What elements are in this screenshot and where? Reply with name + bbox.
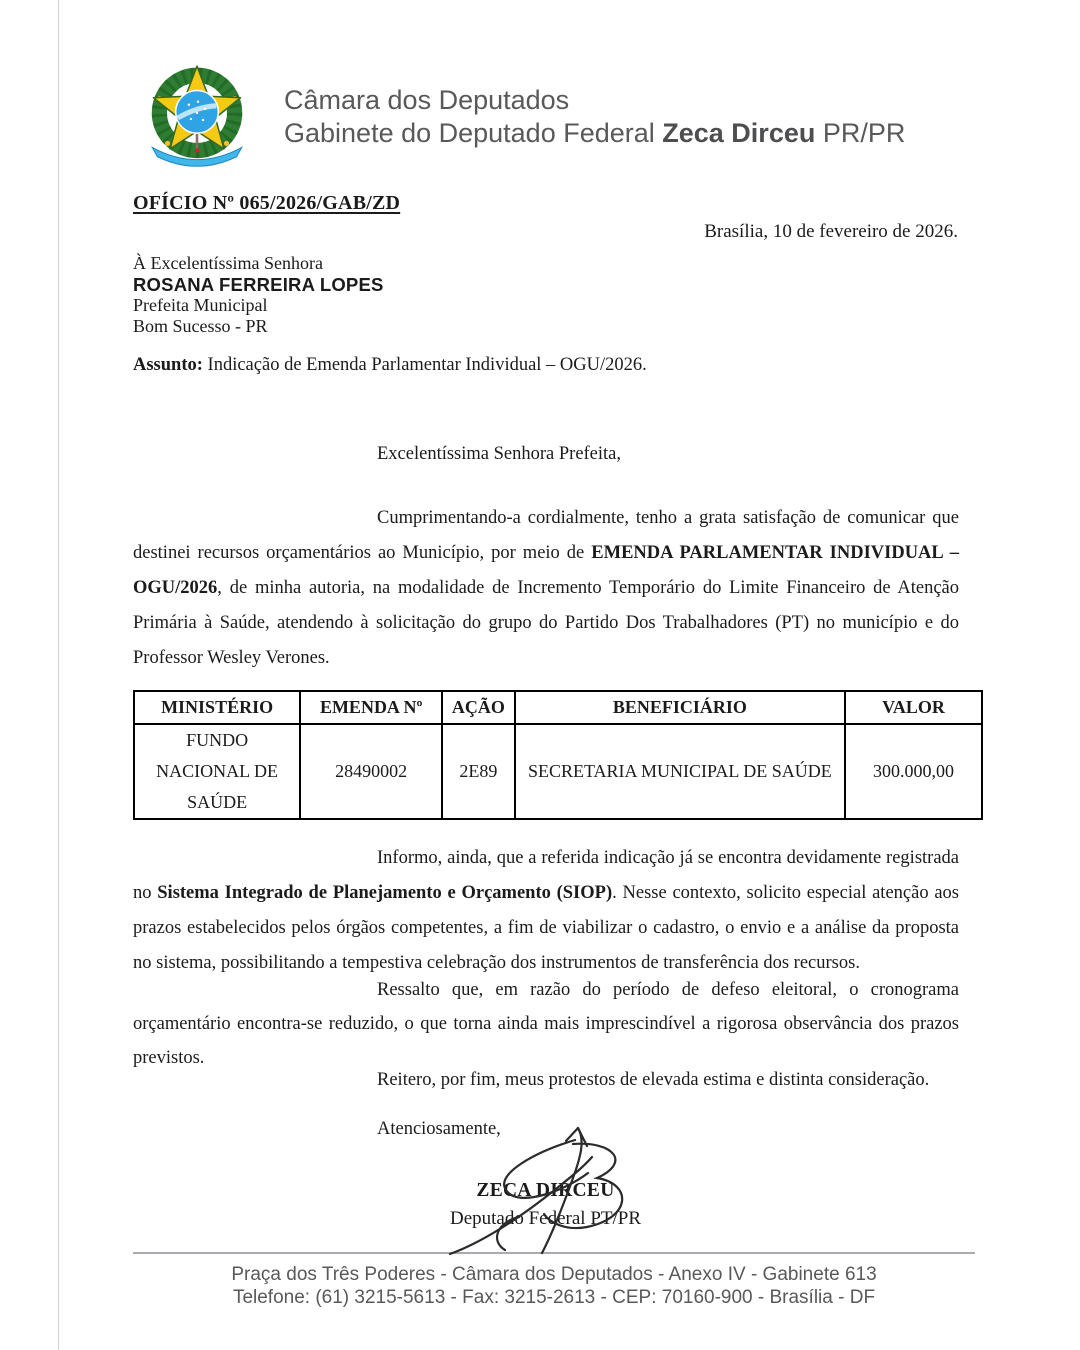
table-header-row <box>134 691 982 724</box>
addressee-role: Prefeita Municipal <box>133 295 268 315</box>
cell-ministerio: FUNDO NACIONAL DE SAÚDE <box>134 724 300 819</box>
table-header-beneficiario: BENEFICIÁRIO <box>515 691 845 724</box>
addressee-block <box>133 253 384 337</box>
table-header-valor: VALOR <box>845 691 982 724</box>
signer-title: Deputado Federal PT/PR <box>449 1208 642 1229</box>
footer-block <box>133 1263 975 1309</box>
handwritten-signature-icon <box>435 1122 665 1257</box>
cell-acao: 2E89 <box>442 724 515 819</box>
body-paragraph-1: Cumprimentando-a cordialmente, tenho a grata satisfação de comunicar que destinei recursos orçamentários ao Município, por meio de EMENDA PARLAMENTAR INDIVIDUAL – OGU/2026, de minha autoria, na modalidade de Incremento Temporário do Limite Financeiro de Atenção Primária à Saúde, atendendo à solicitação do grupo do Partido Dos Trabalhadores (PT) no município e do Professor Wesley Verones. <box>133 508 959 668</box>
body-paragraph-3: Ressalto que, em razão do período de defeso eleitoral, o cronograma orçamentário encontra-se reduzido, o que torna ainda mais imprescindível a rigorosa observância dos prazos previstos. <box>133 980 959 1068</box>
footer-address-line: Praça dos Três Poderes - Câmara dos Deputados - Anexo IV - Gabinete 613 <box>231 1264 877 1285</box>
greeting-line: Excelentíssima Senhora Prefeita, <box>377 444 622 464</box>
table-header-acao: AÇÃO <box>442 691 515 724</box>
signer-name: ZECA DIRCEU <box>476 1180 615 1201</box>
cell-emenda: 28490002 <box>300 724 442 819</box>
cell-valor: 300.000,00 <box>845 724 982 819</box>
footer-contact-line: Telefone: (61) 3215-5613 - Fax: 3215-2613 - CEP: 70160-900 - Brasília - DF <box>232 1287 876 1308</box>
addressee-city: Bom Sucesso - PR <box>133 316 268 336</box>
oficio-number: OFÍCIO Nº 065/2026/GAB/ZD <box>133 192 401 214</box>
page-margin-line <box>58 0 59 1350</box>
addressee-salutation: À Excelentíssima Senhora <box>133 253 323 273</box>
table-header-emenda: EMENDA Nº <box>300 691 442 724</box>
body-paragraph-4: Reitero, por fim, meus protestos de elevada estima e distinta consideração. <box>377 1070 930 1090</box>
body-paragraph-2: Informo, ainda, que a referida indicação já se encontra devidamente registrada no Sistema Integrado de Planejamento e Orçamento (SIOP). Nesse contexto, solicito especial atenção aos prazos estabelecidos pelos órgãos competentes, a fim de viabilizar o cadastro, o envio e a análise da proposta no sistema, possibilitando a tempestiva celebração dos instrumentos de transferência dos recursos. <box>133 848 960 973</box>
letterhead-text-block <box>284 84 964 150</box>
cell-beneficiario: SECRETARIA MUNICIPAL DE SAÚDE <box>515 724 845 819</box>
table-row <box>134 724 982 819</box>
table-header-ministerio: MINISTÉRIO <box>134 691 300 724</box>
dateline: Brasília, 10 de fevereiro de 2026. <box>704 221 958 242</box>
closing-word: Atenciosamente, <box>377 1119 501 1139</box>
letterhead-org-name: Câmara dos Deputados <box>284 85 570 115</box>
subject-line: Assunto: Indicação de Emenda Parlamentar Individual – OGU/2026. <box>133 355 647 375</box>
brazil-coat-of-arms-icon <box>136 58 258 180</box>
addressee-name: ROSANA FERREIRA LOPES <box>133 274 384 295</box>
letterhead-office-line: Gabinete do Deputado Federal Zeca Dirceu PR/PR <box>284 118 906 148</box>
emenda-table <box>133 690 983 820</box>
